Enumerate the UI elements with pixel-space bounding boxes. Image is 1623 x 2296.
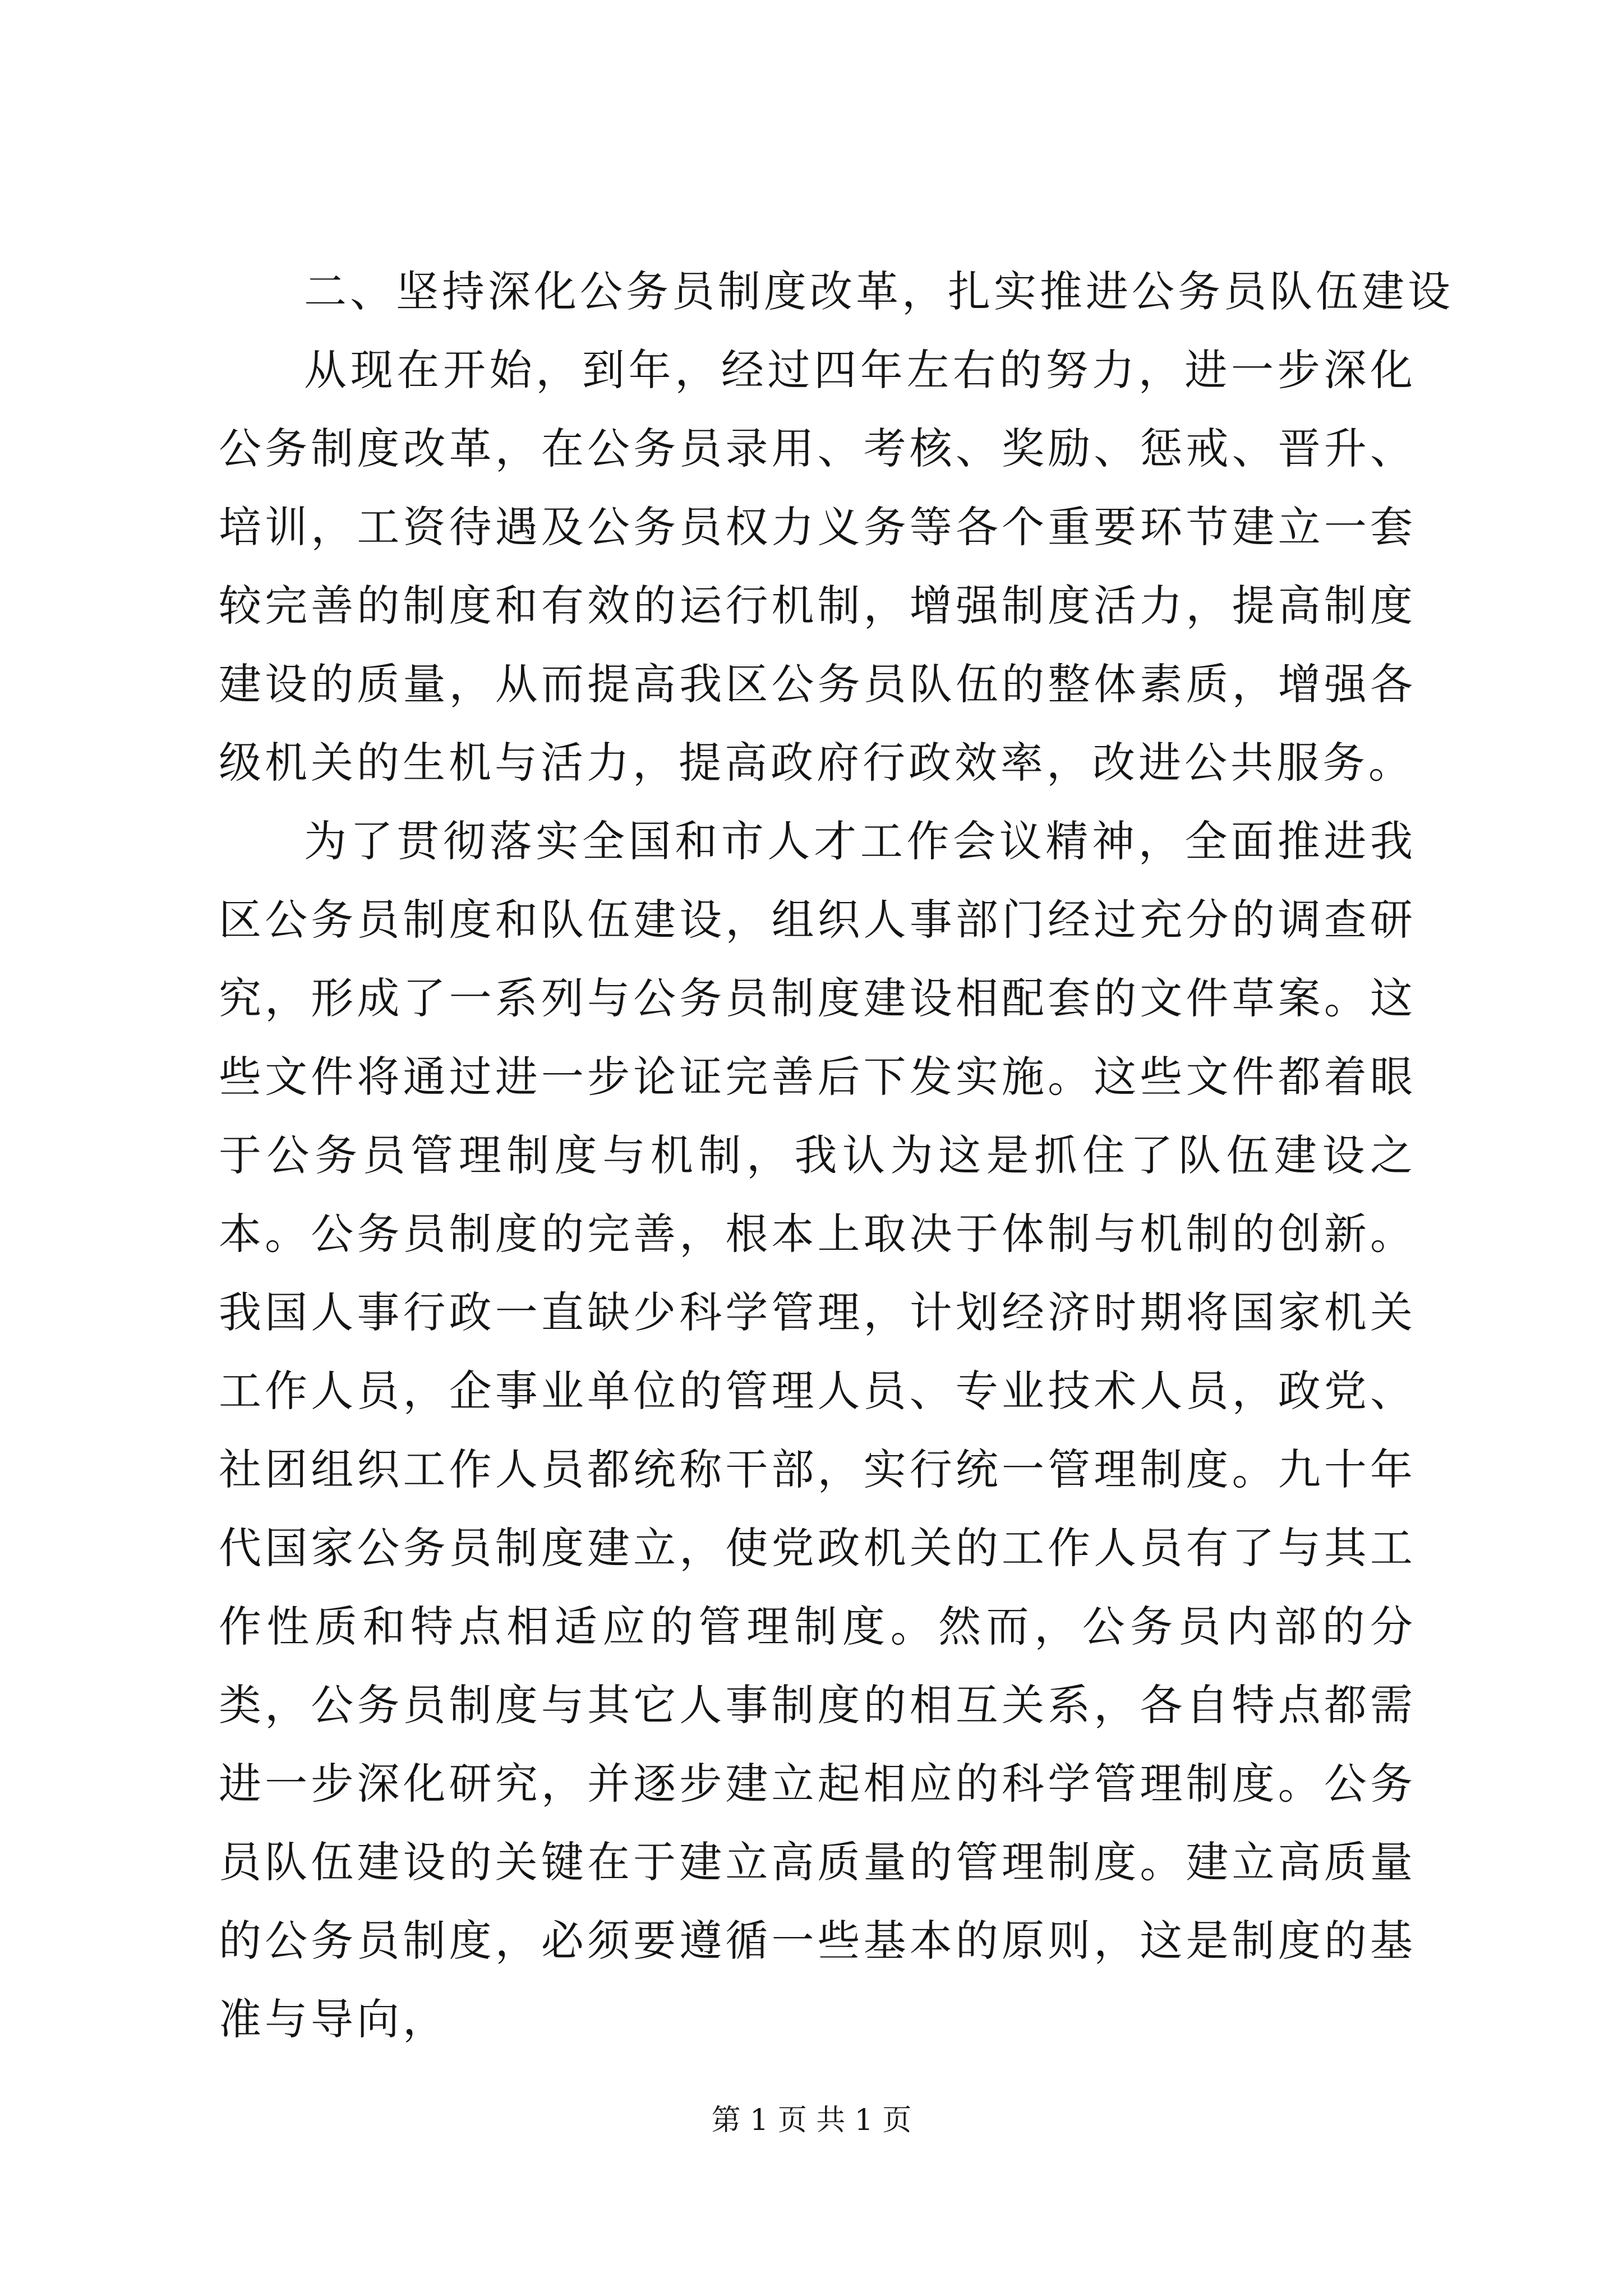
paragraph-2: 为了贯彻落实全国和市人才工作会议精神，全面推进我区公务员制度和队伍建设，组织人事部门经过充分的调查研究，形成了一系列与公务员制度建设相配套的文件草案。这些文件将通过进一步论证完善后下发实施。这些文件都着眼于公务员管理制度与机制，我认为这是抓住了队伍建设之本。公务员制度的完善，根本上取决于体制与机制的创新。我国人事行政一直缺少科学管理，计划经济时期将国家机关工作人员，企事业单位的管理人员、专业技术人员，政党、社团组织工作人员都统称干部，实行统一管理制度。九十年代国家公务员制度建立，使党政机关的工作人员有了与其工作性质和特点相适应的管理制度。然而，公务员内部的分类，公务员制度与其它人事制度的相互关系，各自特点都需进一步深化研究，并逐步建立起相应的科学管理制度。公务员队伍建设的关键在于建立高质量的管理制度。建立高质量的公务员制度，必须要遵循一些基本的原则，这是制度的基准与导向， xyxy=(219,816,1416,2044)
section-heading: 二、坚持深化公务员制度改革，扎实推进公务员队伍建设 xyxy=(304,266,1454,316)
document-body xyxy=(219,252,1454,2059)
paragraph-1: 从现在开始，到年，经过四年左右的努力，进一步深化公务制度改革，在公务员录用、考核、奖励、惩戒、晋升、培训，工资待遇及公务员权力义务等各个重要环节建立一套较完善的制度和有效的运行机制，增强制度活力，提高制度建设的质量，从而提高我区公务员队伍的整体素质，增强各级机关的生机与活力，提高政府行政效率，改进公共服务。 xyxy=(219,345,1416,788)
page-footer: 第 1 页 共 1 页 xyxy=(711,2104,912,2137)
